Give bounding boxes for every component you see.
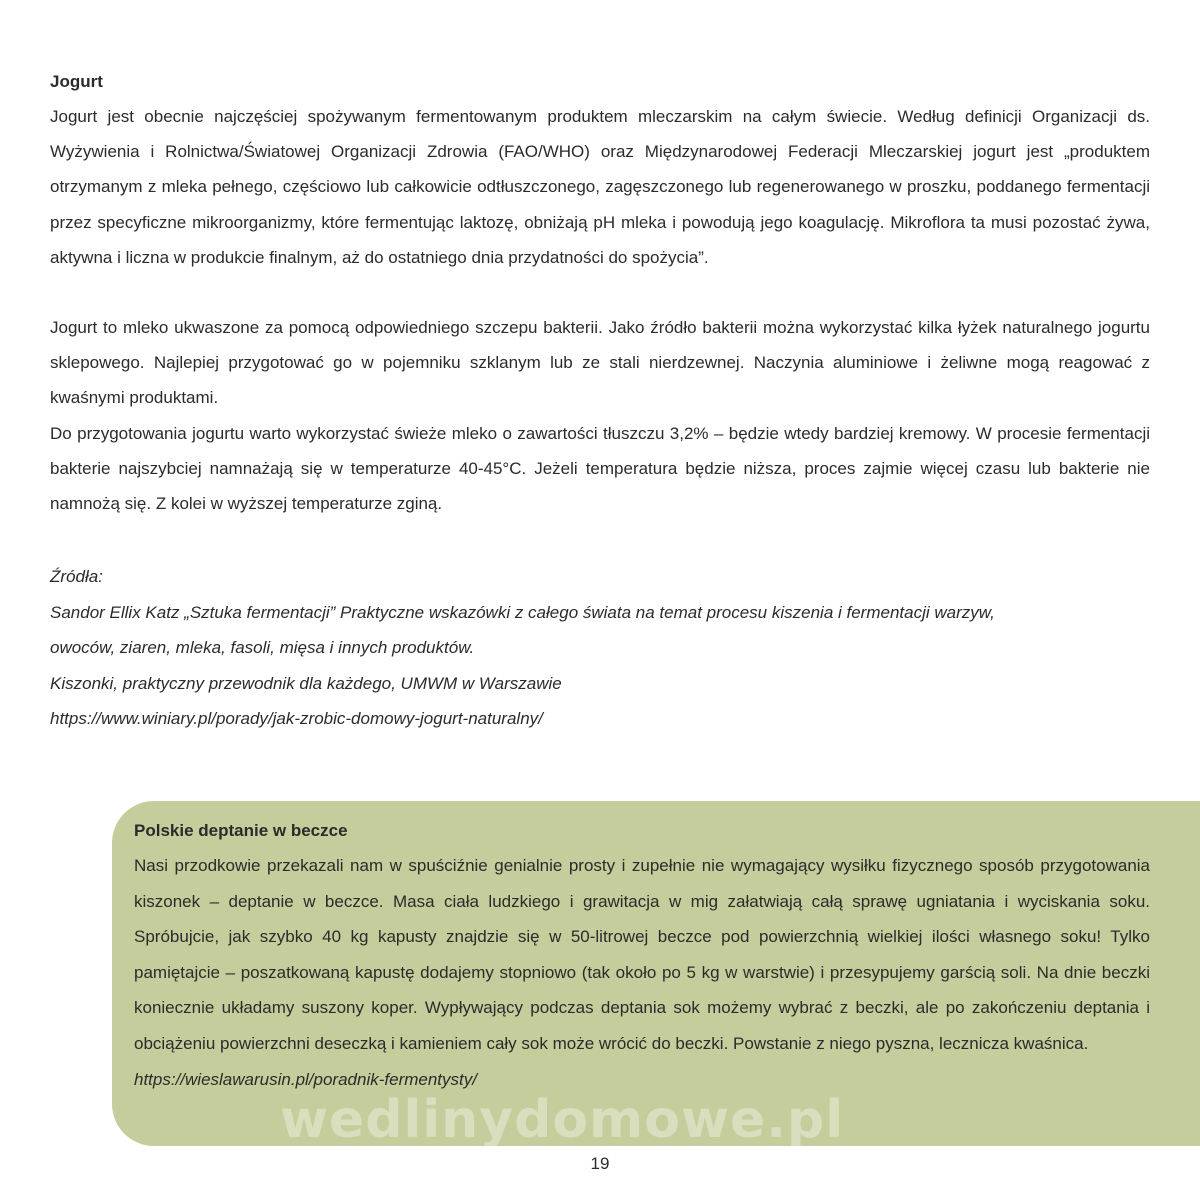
- watermark: wedlinydomowe.pl: [280, 1090, 845, 1150]
- section-title-jogurt: Jogurt: [50, 72, 103, 91]
- info-box-content: [134, 814, 1150, 1097]
- sources-heading: Źródła:: [50, 567, 103, 587]
- source-item: owoców, ziaren, mleka, fasoli, mięsa i innych produktów.: [50, 638, 475, 658]
- jogurt-paragraph-1: Jogurt jest obecnie najczęściej spożywanym fermentowanym produktem mleczarskim na całym świecie. Według definicji Organizacji ds. Wyżywienia i Rolnictwa/Światowej Organizacji Zdrowia (FAO/WHO) oraz Międzynarodowej Federacji Mleczarskiej jogurt jest „produktem otrzymanym z mleka pełnego, częściowo lub całkowicie odtłuszczonego, zagęszczonego lub regenerowanego w proszku, poddanego fermentacji przez specyficzne mikroorganizmy, które fermentując laktozę, obniżają pH mleka i powodują jego koagulację. Mikroflora ta musi pozostać żywa, aktywna i liczna w produkcie finalnym, aż do ostatniego dnia przydatności do spożycia”.: [50, 107, 1150, 267]
- sources-section: [50, 559, 1150, 737]
- info-box-deptanie: [112, 801, 1200, 1146]
- source-item: Sandor Ellix Katz „Sztuka fermentacji” Praktyczne wskazówki z całego świata na temat procesu kiszenia i fermentacji warzyw,: [50, 602, 995, 622]
- jogurt-paragraph-3: Do przygotowania jogurtu warto wykorzystać świeże mleko o zawartości tłuszczu 3,2% – będzie wtedy bardziej kremowy. W procesie fermentacji bakterie najszybciej namnażają się w temperaturze 40-45°C. Jeżeli temperatura będzie niższa, proces zajmie więcej czasu lub bakterie nie namnożą się. Z kolei w wyższej temperaturze zginą.: [50, 423, 1150, 514]
- page-number: 19: [590, 1154, 610, 1173]
- info-box-text: Nasi przodkowie przekazali nam w spuściźnie genialnie prosty i zupełnie nie wymagający wysiłku fizycznego sposób przygotowania kiszonek – deptanie w beczce. Masa ciała ludzkiego i grawitacja w mig załatwiają całą sprawę ugniatania i wyciskania soku. Spróbujcie, jak szybko 40 kg kapusty znajdzie się w 50-litrowej beczce pod powierzchnią wielkiej ilości własnego soku! Tylko pamiętajcie – poszatkowaną kapustę dodajemy stopniowo (tak około po 5 kg w warstwie) i przesypujemy garścią soli. Na dnie beczki koniecznie układamy suszony koper. Wypływający podczas deptania sok możemy wybrać z beczki, ale po zakończeniu deptania i obciążeniu powierzchni deseczką i kamieniem cały sok może wrócić do beczki. Powstanie z niego pyszna, lecznicza kwaśnica.: [134, 856, 1150, 1053]
- source-link[interactable]: https://www.winiary.pl/porady/jak-zrobic-domowy-jogurt-naturalny/: [50, 709, 543, 729]
- main-content: [50, 64, 1150, 737]
- info-box-link[interactable]: https://wieslawarusin.pl/poradnik-fermentysty/: [134, 1069, 477, 1089]
- info-box-title: Polskie deptanie w beczce: [134, 821, 348, 840]
- paragraph-spacer: [50, 275, 1150, 310]
- jogurt-paragraph-2: Jogurt to mleko ukwaszone za pomocą odpowiedniego szczepu bakterii. Jako źródło bakterii można wykorzystać kilka łyżek naturalnego jogurtu sklepowego. Najlepiej przygotować go w pojemniku szklanym lub ze stali nierdzewnej. Naczynia aluminiowe i żeliwne mogą reagować z kwaśnymi produktami.: [50, 318, 1150, 408]
- source-item: Kiszonki, praktyczny przewodnik dla każdego, UMWM w Warszawie: [50, 673, 562, 693]
